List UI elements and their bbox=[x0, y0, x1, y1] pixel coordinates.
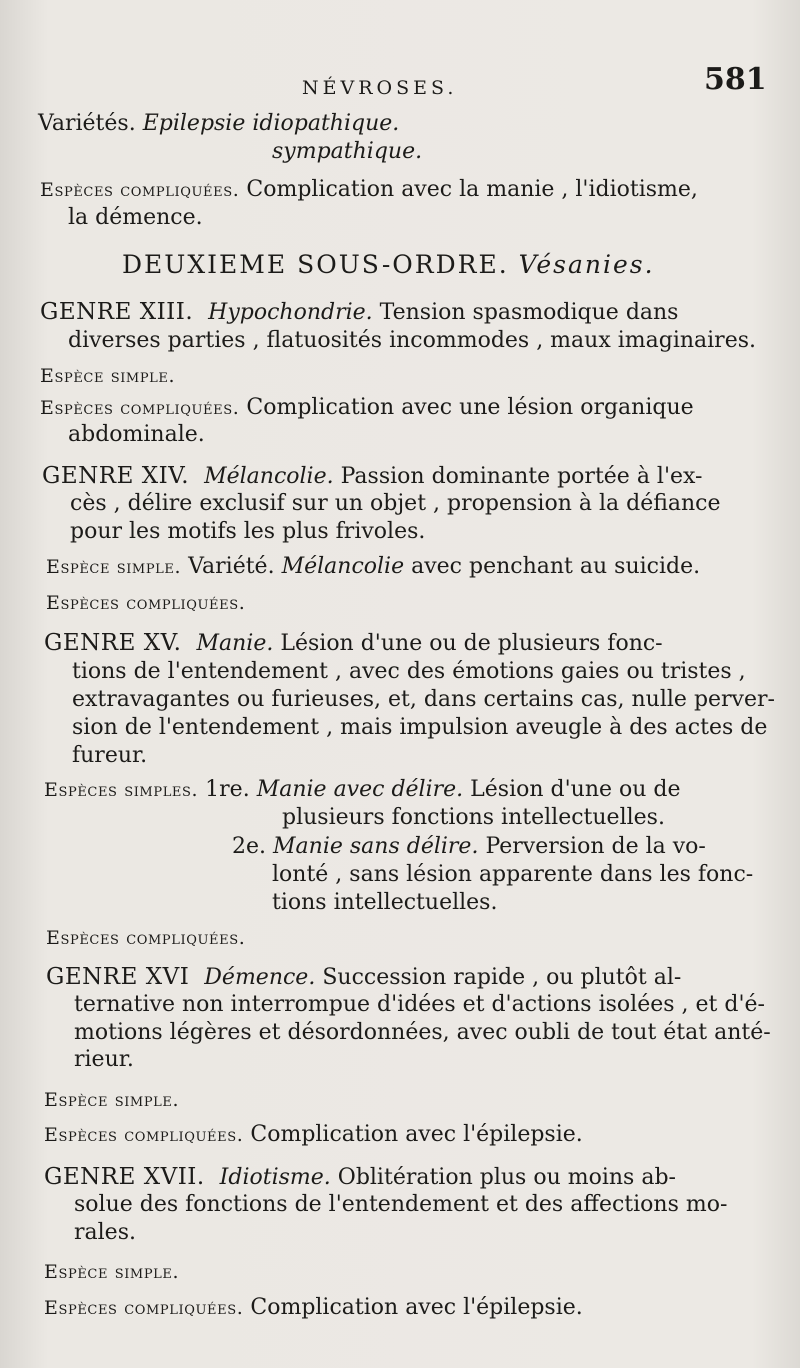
espece-simple-xiv-text: avec penchant au suicide. bbox=[411, 554, 701, 579]
espece-simple-xiv-name: Mélancolie bbox=[281, 554, 405, 579]
running-header-title: NÉVROSES. bbox=[302, 77, 458, 99]
varietes-idiopathique: Epilepsie idiopathique. bbox=[142, 111, 400, 136]
especes-simples-xv-label: Espèces simples. bbox=[44, 779, 199, 801]
espece-simple-xiv-variete: Variété. bbox=[188, 554, 275, 579]
genre-xvi-label: GENRE XVI bbox=[46, 964, 190, 990]
especes-simples-xv-num2: 2e. bbox=[232, 834, 267, 859]
espece-simple-xiii: Espèce simple. bbox=[40, 365, 176, 387]
especes-compliquees-xvii-label: Espèces compliquées. bbox=[44, 1297, 244, 1319]
genre-xvi-text-cont3: rieur. bbox=[74, 1047, 134, 1072]
genre-xiii-line bbox=[40, 298, 678, 327]
varietes-sympathique: sympathique. bbox=[272, 139, 423, 164]
especes-compliquees-xvi-text: Complication avec l'épilepsie. bbox=[250, 1122, 583, 1147]
genre-xvii-text-cont2: rales. bbox=[74, 1220, 136, 1245]
especes-compliquees-xiii-cont: abdominale. bbox=[68, 422, 205, 447]
espece-simple-xiv bbox=[46, 553, 700, 581]
espece-simple-xvii: Espèce simple. bbox=[44, 1261, 180, 1283]
genre-xiv-text: Passion dominante portée à l'ex- bbox=[340, 464, 703, 489]
genre-xv-text-cont2: extravagantes ou furieuses, et, dans certains cas, nulle perver- bbox=[72, 687, 775, 712]
genre-xvii-text-cont1: solue des fonctions de l'entendement et des affections mo- bbox=[74, 1192, 728, 1217]
genre-xiv-name: Mélancolie. bbox=[204, 464, 334, 489]
especes-compliquees-xiv: Espèces compliquées. bbox=[46, 592, 246, 614]
especes-compliquees-xvi-label: Espèces compliquées. bbox=[44, 1124, 244, 1146]
genre-xiii-label: GENRE XIII. bbox=[40, 299, 194, 325]
genre-xv-text-cont1: tions de l'entendement , avec des émotions gaies ou tristes , bbox=[72, 659, 746, 684]
especes-simples-xv-num1: 1re. bbox=[205, 777, 250, 802]
especes-simples-xv-name1: Manie avec délire. bbox=[256, 777, 464, 802]
especes-simples-xv-1 bbox=[44, 776, 681, 804]
sous-ordre-title: DEUXIEME SOUS-ORDRE. bbox=[122, 250, 509, 279]
espece-simple-xiv-label: Espèce simple. bbox=[46, 556, 182, 578]
genre-xvi-text-cont1: ternative non interrompue d'idées et d'actions isolées , et d'é- bbox=[74, 992, 765, 1017]
especes-simples-xv-name2: Manie sans délire. bbox=[273, 834, 479, 859]
varietes-line bbox=[38, 110, 399, 138]
especes-simples-xv-text2c: tions intellectuelles. bbox=[272, 890, 498, 915]
genre-xvi-name: Démence. bbox=[204, 965, 316, 990]
especes-compliquees-xv: Espèces compliquées. bbox=[46, 927, 246, 949]
genre-xiv-text-cont2: pour les motifs les plus frivoles. bbox=[70, 519, 426, 544]
genre-xiii-text-cont: diverses parties , flatuosités incommodes , maux imaginaires. bbox=[68, 328, 757, 353]
especes-simples-xv-text1b: plusieurs fonctions intellectuelles. bbox=[282, 805, 665, 830]
especes-compliquees-xiii-text: Complication avec une lésion organique bbox=[246, 395, 694, 420]
genre-xvii-label: GENRE XVII. bbox=[44, 1164, 205, 1190]
genre-xv-line bbox=[44, 629, 663, 658]
genre-xiv-line bbox=[42, 462, 702, 491]
especes-compliquees-xvii-text: Complication avec l'épilepsie. bbox=[250, 1295, 583, 1320]
genre-xiv-label: GENRE XIV. bbox=[42, 463, 190, 489]
especes-compliquees-text: Complication avec la manie , l'idiotisme, bbox=[246, 177, 698, 202]
especes-compliquees-xiii-label: Espèces compliquées. bbox=[40, 397, 240, 419]
especes-compliquees-xvii bbox=[44, 1294, 583, 1322]
especes-simples-xv-2 bbox=[232, 833, 706, 861]
genre-xv-name: Manie. bbox=[196, 631, 274, 656]
varietes-label: Variétés. bbox=[38, 111, 136, 136]
genre-xv-label: GENRE XV. bbox=[44, 630, 182, 656]
especes-compliquees-label: Espèces compliquées. bbox=[40, 179, 240, 201]
especes-simples-xv-text2a: Perversion de la vo- bbox=[485, 834, 706, 859]
especes-compliquees-epilepsie bbox=[40, 176, 698, 204]
genre-xvii-line bbox=[44, 1163, 676, 1192]
especes-compliquees-xvi bbox=[44, 1121, 583, 1149]
genre-xv-text: Lésion d'une ou de plusieurs fonc- bbox=[280, 631, 663, 656]
genre-xvi-text: Succession rapide , ou plutôt al- bbox=[322, 965, 682, 990]
page-number: 581 bbox=[704, 62, 767, 97]
especes-compliquees-text-cont: la démence. bbox=[68, 205, 203, 230]
genre-xiv-text-cont1: cès , délire exclusif sur un objet , propension à la défiance bbox=[70, 491, 721, 516]
genre-xvii-name: Idiotisme. bbox=[219, 1165, 331, 1190]
sous-ordre-subtitle: Vésanies. bbox=[518, 250, 655, 279]
genre-xvii-text: Oblitération plus ou moins ab- bbox=[337, 1165, 676, 1190]
genre-xvi-text-cont2: motions légères et désordonnées, avec oubli de tout état anté- bbox=[74, 1020, 771, 1045]
genre-xvi-line bbox=[46, 963, 681, 992]
especes-simples-xv-text2b: lonté , sans lésion apparente dans les fonc- bbox=[272, 862, 754, 887]
sous-ordre-heading bbox=[122, 251, 655, 279]
genre-xiii-text: Tension spasmodique dans bbox=[379, 300, 679, 325]
genre-xv-text-cont4: fureur. bbox=[72, 743, 148, 768]
especes-simples-xv-text1a: Lésion d'une ou de bbox=[470, 777, 681, 802]
genre-xiii-name: Hypochondrie. bbox=[208, 300, 373, 325]
genre-xv-text-cont3: sion de l'entendement , mais impulsion aveugle à des actes de bbox=[72, 715, 768, 740]
espece-simple-xvi: Espèce simple. bbox=[44, 1089, 180, 1111]
especes-compliquees-xiii bbox=[40, 394, 694, 422]
